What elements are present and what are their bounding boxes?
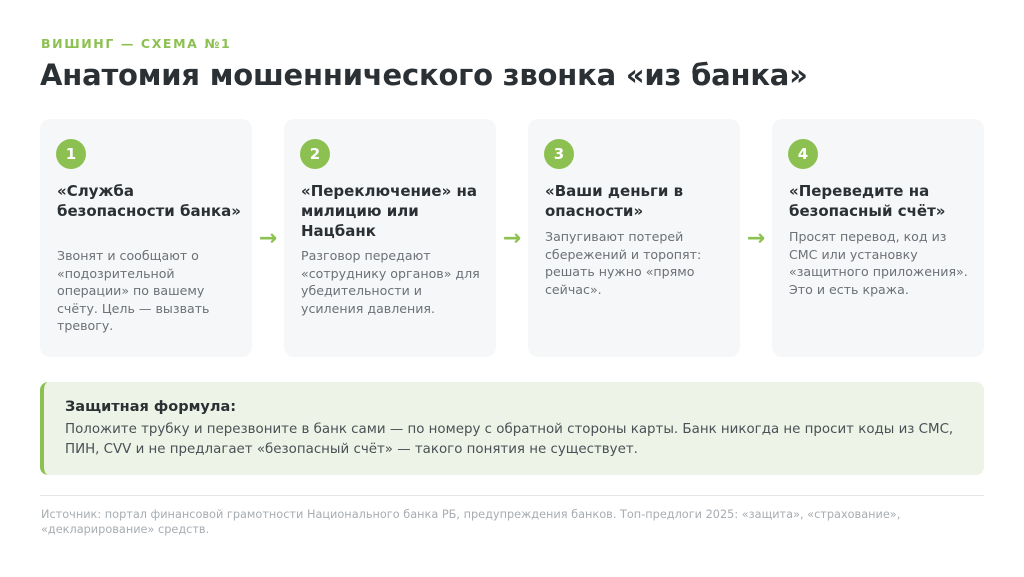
step-number-badge: 4: [788, 139, 818, 169]
arrow-right-icon: →: [258, 225, 278, 251]
eyebrow-label: ВИШИНГ — СХЕМА №1: [41, 36, 232, 51]
step-card-1: [40, 119, 252, 357]
step-card-2: [284, 119, 496, 357]
protective-formula-callout: [40, 382, 984, 475]
arrow-right-icon: →: [502, 225, 522, 251]
step-card-3: [528, 119, 740, 357]
step-card-4: [772, 119, 984, 357]
steps-row: [40, 119, 984, 357]
step-title: «Служба безопасности банка»: [57, 182, 241, 220]
step-description: Звонят и сообщают о «подозрительной операции» по вашему счёту. Цель — вызвать тревогу.: [57, 248, 210, 333]
callout-title: Защитная формула:: [65, 399, 237, 415]
footer-divider: [40, 495, 984, 496]
step-title: «Переключение» на милицию или Нацбанк: [301, 182, 477, 240]
step-description: Просят перевод, код из СМС или установку «защитного приложения». Это и есть кража.: [789, 229, 968, 297]
source-note: Источник: портал финансовой грамотности Национального банка РБ, предупреждения банков. Топ-предлоги 2025: «защита», «страхование», «декларирование» средств.: [41, 508, 901, 536]
page-title: Анатомия мошеннического звонка «из банка»: [40, 58, 808, 92]
arrow-right-icon: →: [746, 225, 766, 251]
callout-text: Положите трубку и перезвоните в банк сами — по номеру с обратной стороны карты. Банк никогда не просит коды из СМС, ПИН, CVV и не предлагает «безопасный счёт» — такого понятия не существует.: [65, 422, 954, 457]
step-title: «Переведите на безопасный счёт»: [789, 182, 946, 220]
step-description: Запугивают потерей сбережений и торопят: решать нужно «прямо сейчас».: [545, 229, 702, 297]
step-number-badge: 1: [56, 139, 86, 169]
step-title: «Ваши деньги в опасности»: [545, 182, 684, 220]
step-number-badge: 3: [544, 139, 574, 169]
step-description: Разговор передают «сотруднику органов» для убедительности и усиления давления.: [301, 248, 480, 316]
step-number-badge: 2: [300, 139, 330, 169]
